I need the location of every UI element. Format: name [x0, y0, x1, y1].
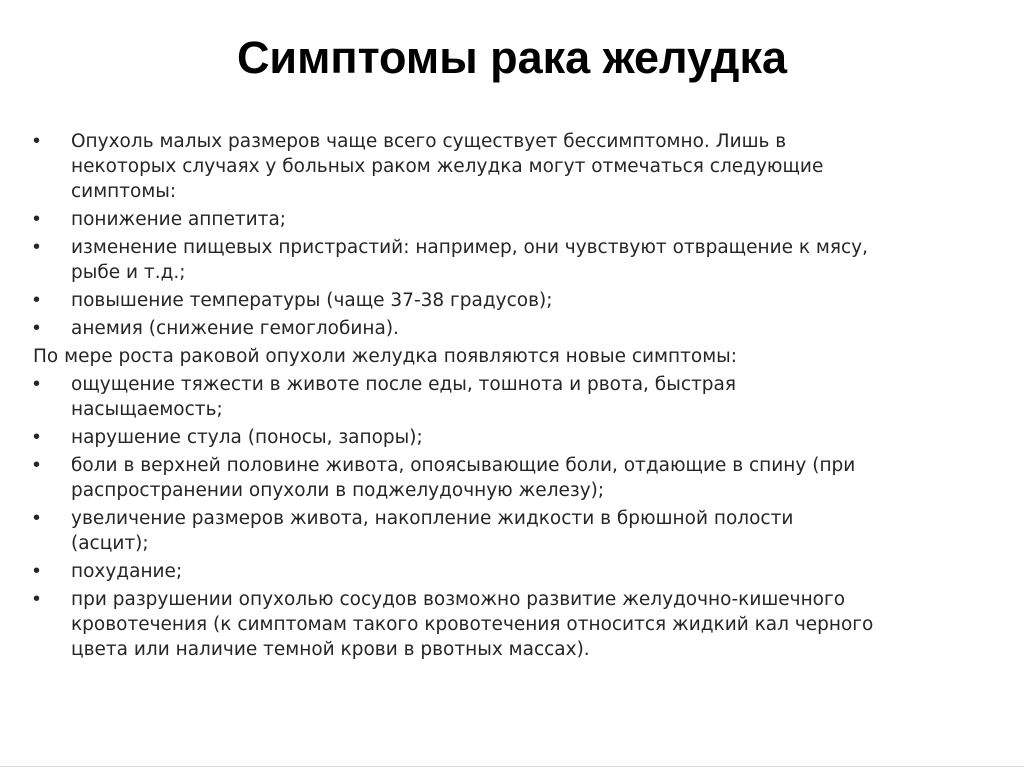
list-item-text: анемия (снижение гемоглобина). — [71, 318, 399, 339]
list-item — [33, 506, 963, 556]
bullet-icon: • — [33, 289, 41, 311]
list-item-text: ощущение тяжести в животе после еды, тошнота и рвота, быстрая насыщаемость; — [71, 374, 736, 420]
list-item — [33, 425, 963, 450]
list-item-text: изменение пищевых пристрастий: например, они чувствуют отвращение к мясу, рыбе и т.д.; — [71, 237, 868, 283]
list-item-text: понижение аппетита; — [71, 209, 287, 230]
section-heading: По мере роста раковой опухоли желудка появляются новые симптомы: — [33, 346, 737, 367]
bullet-icon: • — [33, 130, 41, 152]
list-item-text: боли в верхней половине живота, опоясывающие боли, отдающие в спину (при распространении опухоли в поджелудочную железу); — [71, 455, 856, 501]
list-item-text: повышение температуры (чаще 37-38 градусов); — [71, 290, 553, 311]
bullet-icon: • — [33, 588, 41, 610]
list-item — [33, 587, 963, 662]
list-item-text: похудание; — [71, 561, 183, 582]
list-item — [33, 207, 963, 232]
slide-body — [33, 129, 963, 665]
bullet-icon: • — [33, 560, 41, 582]
bullet-icon: • — [33, 208, 41, 230]
bullet-icon: • — [33, 454, 41, 476]
list-item-text: Опухоль малых размеров чаще всего существует бессимптомно. Лишь в некоторых случаях у больных раком желудка могут отмечаться следующие симптомы: — [71, 131, 824, 202]
list-item — [33, 288, 963, 313]
bullet-icon: • — [33, 236, 41, 258]
list-item — [33, 372, 963, 422]
list-item — [33, 559, 963, 584]
list-item — [33, 235, 963, 285]
list-item — [33, 129, 963, 204]
list-item-text: увеличение размеров живота, накопление жидкости в брюшной полости (асцит); — [71, 508, 794, 554]
bullet-icon: • — [33, 426, 41, 448]
list-item-text: нарушение стула (поносы, запоры); — [71, 427, 423, 448]
list-item — [33, 316, 963, 341]
list-item-text: при разрушении опухолью сосудов возможно развитие желудочно-кишечного кровотечения (к симптомам такого кровотечения относится жидкий кал черного цвета или наличие темной крови в рвотных массах). — [71, 589, 874, 660]
bullet-icon: • — [33, 373, 41, 395]
slide-title: Симптомы рака желудка — [236, 32, 788, 83]
bullet-icon: • — [33, 507, 41, 529]
bullet-icon: • — [33, 317, 41, 339]
list-item — [33, 453, 963, 503]
